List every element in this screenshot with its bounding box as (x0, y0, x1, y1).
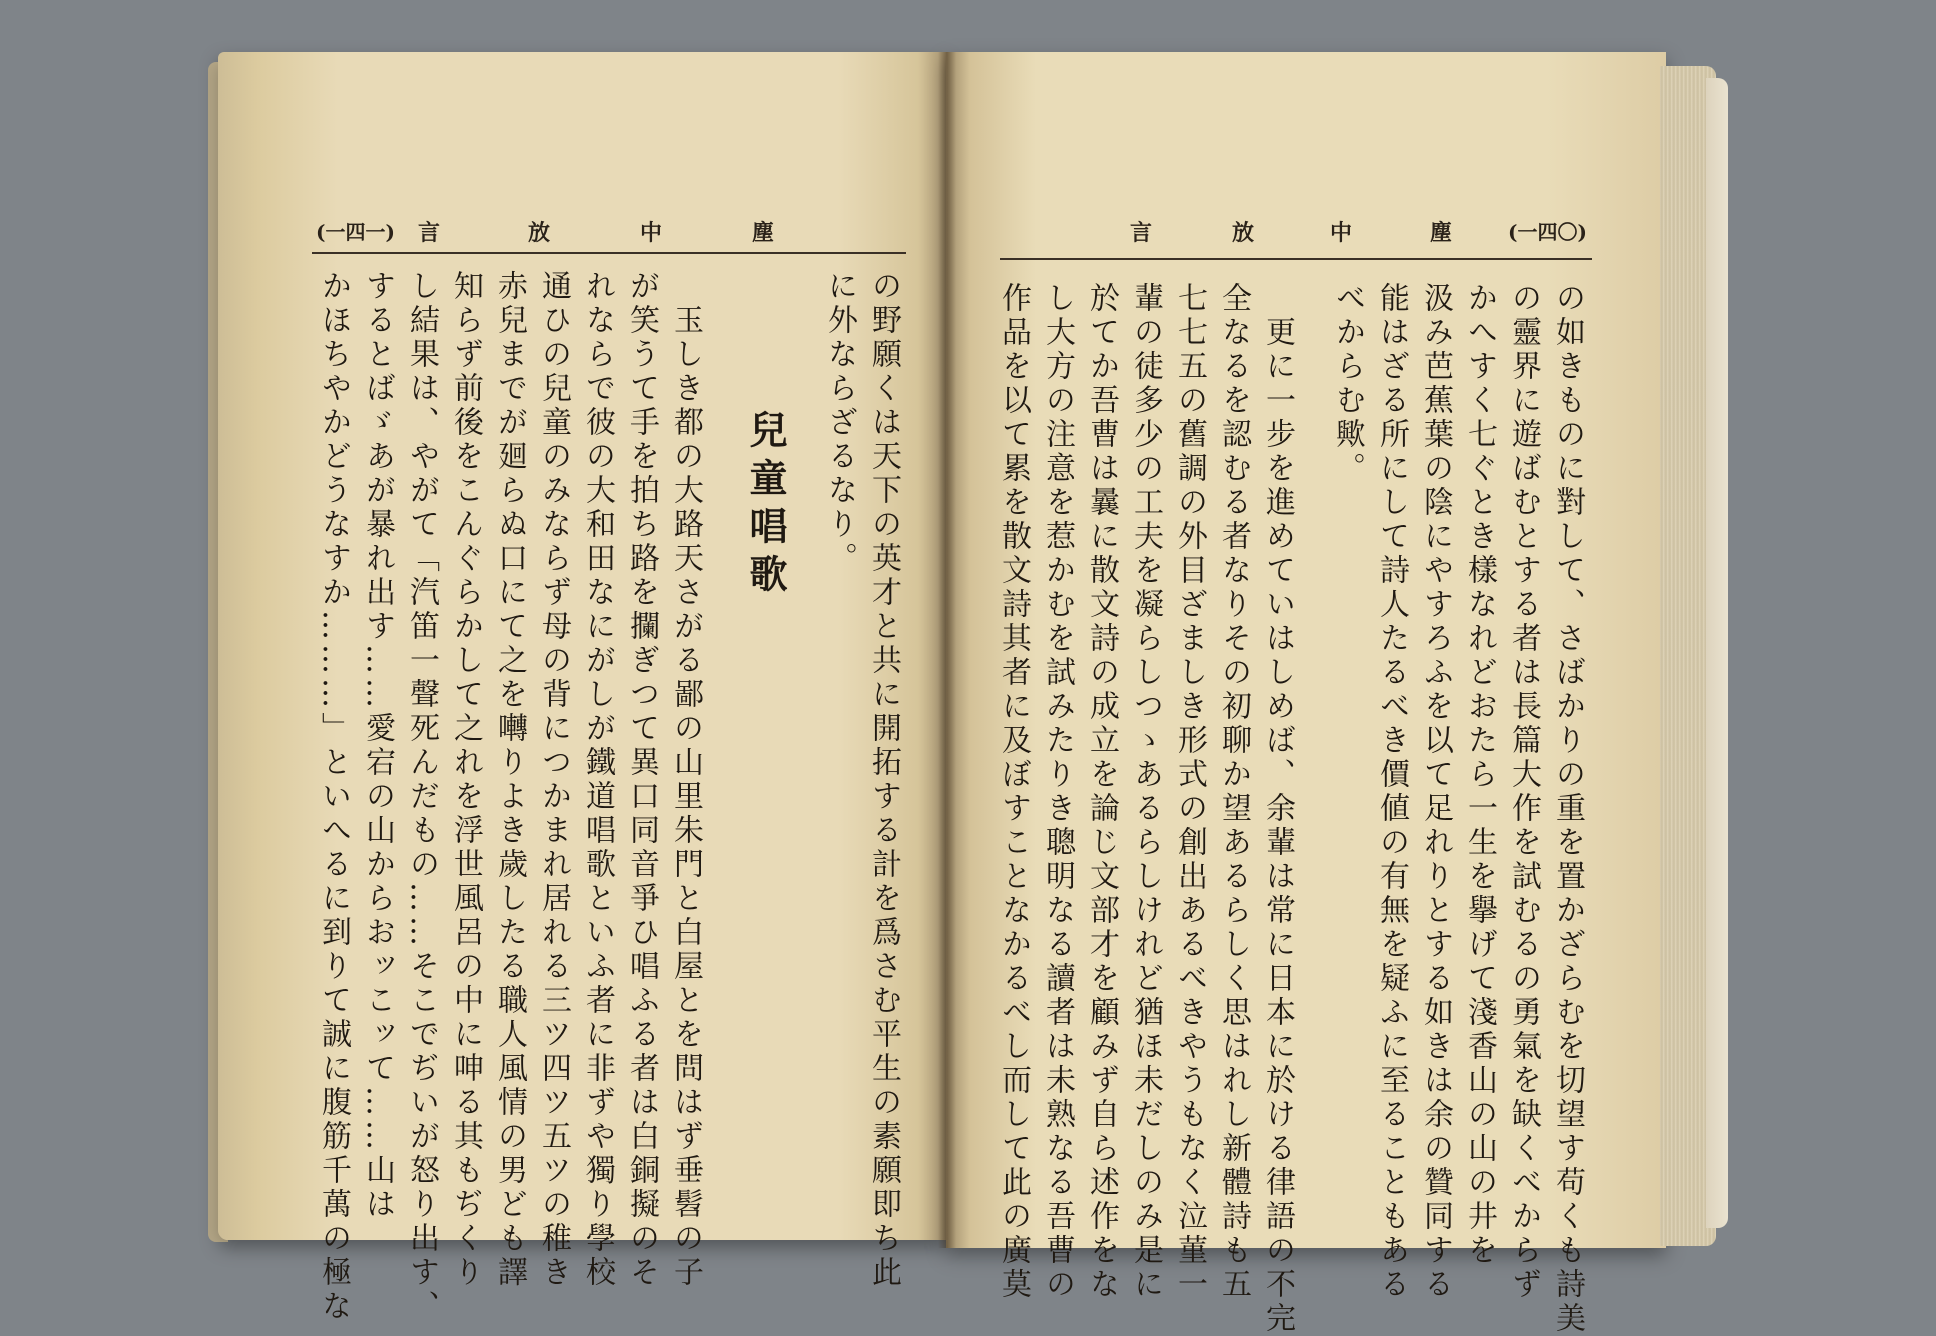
section-title: 兒童唱歌 (743, 410, 788, 602)
right-running-head-4: 言 (1130, 220, 1153, 246)
left-col-1: の野願くは天下の英才と共に開拓する計を爲さむ平生の素願即ち此 (866, 270, 901, 1290)
left-col-6: 通ひの兒童のみならず母の背につかまれ居れる三ツ四ツ五ツの稚き (536, 270, 571, 1290)
right-running-head-2: 中 (1330, 220, 1353, 246)
right-col-13: 作品を以て累を散文詩其者に及ぼすことなかるべし而して此の廣莫 (996, 282, 1031, 1302)
right-col-7: 更に一步を進めていはしめば、余輩は常に日本に於ける律語の不完 (1260, 316, 1295, 1336)
right-col-8: 全なるを認むる者なりその初聊か望あるらしく思はれし新體詩も五 (1216, 282, 1251, 1302)
left-col-3: 玉しき都の大路天さがる鄙の山里朱門と白屋とを問はず垂髫の子 (668, 304, 703, 1290)
right-cover-edge (1706, 78, 1728, 1228)
right-col-6: べからむ歟。 (1330, 282, 1365, 486)
left-running-head-1: 塵 (752, 220, 775, 246)
right-col-3: かへすく七ぐとき樣なれどおたら一生を擧げて淺香山の山の井を (1462, 282, 1497, 1268)
right-col-10: 輩の徒多少の工夫を凝らしつゝあるらしけれど猶ほ未だしのみ是に (1128, 282, 1163, 1302)
left-running-head-2: 中 (640, 220, 663, 246)
left-col-11: かほちやかどうなすか………」といへるに到りて誠に腹筋千萬の極な (316, 270, 351, 1324)
right-header-rule (1000, 258, 1592, 260)
left-page-number: (一四一) (316, 220, 395, 244)
left-col-10: するとばゞあが暴れ出す……愛宕の山からおッこッて……山は (360, 270, 395, 1222)
right-col-9: 七七五の舊調の外目ざましき形式の創出あるべきやうもなく泣菫一 (1172, 282, 1207, 1302)
right-page-number: (一四〇) (1508, 220, 1587, 244)
left-col-4: が笑うて手を拍ち路を攔ぎつて異口同音爭ひ唱ふる者は白銅擬のそ (624, 270, 659, 1290)
left-running-head-3: 放 (528, 220, 551, 246)
right-running-head-1: 塵 (1430, 220, 1453, 246)
left-col-5: れならで彼の大和田なにがしが鐵道唱歌といふ者に非ずや獨り學校 (580, 270, 615, 1290)
right-col-1: の如きものに對して、さばかりの重を置かざらむを切望す苟くも詩美 (1550, 282, 1585, 1336)
right-col-11: 於てか吾曹は曩に散文詩の成立を論じ文部才を顧みず自ら述作をな (1084, 282, 1119, 1302)
left-running-head-4: 言 (418, 220, 441, 246)
right-col-4: 汲み芭蕉葉の陰にやすろふを以て足れりとする如きは余の贊同する (1418, 282, 1453, 1302)
left-col-9: し結果は、やがて「汽笛一聲死んだもの……そこでぢいが怒り出す、 (404, 270, 439, 1324)
left-col-7: 赤兒までが廻らぬ口にて之を囀りよき歲したる職人風情の男ども譯 (492, 270, 527, 1290)
left-col-8: 知らず前後をこんぐらかして之れを浮世風呂の中に呻る其もぢくり (448, 270, 483, 1290)
left-col-2: に外ならざるなり。 (822, 270, 857, 576)
book-gutter (938, 52, 956, 1248)
right-running-head-3: 放 (1232, 220, 1255, 246)
right-col-12: し大方の注意を惹かむを試みたりき聰明なる讀者は未熟なる吾曹の (1040, 282, 1075, 1302)
left-header-rule (312, 252, 906, 254)
right-col-5: 能はざる所にして詩人たるべき價値の有無を疑ふに至ることもある (1374, 282, 1409, 1302)
right-col-2: の靈界に遊ばむとする者は長篇大作を試むるの勇氣を缺くべからず (1506, 282, 1541, 1302)
